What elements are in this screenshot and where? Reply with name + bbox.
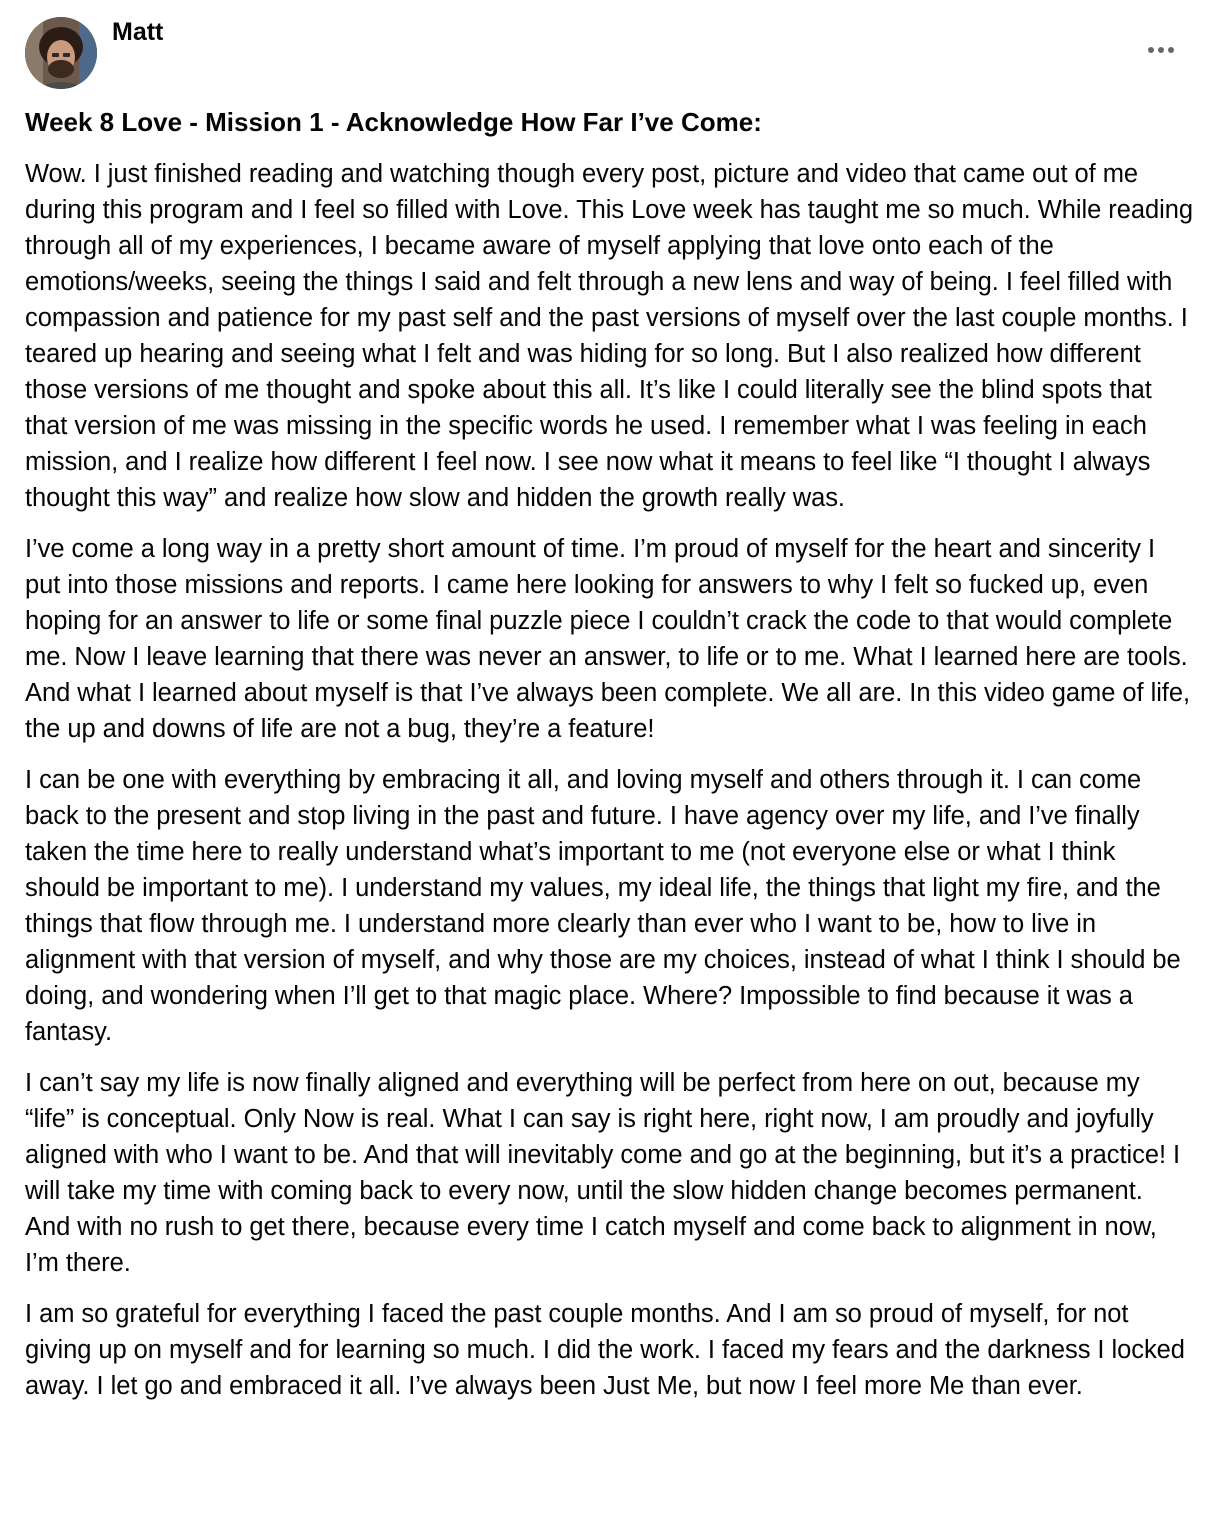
- post-paragraph: I can’t say my life is now finally aligned and everything will be perfect from here on out, because my “life” is conceptual. Only Now is real. What I can say is right here, right now, I am proudly and joyfully aligned with who I want to be. And that will inevitably come and go at the beginning, but it’s a practice! I will take my time with coming back to every now, until the slow hidden change becomes permanent. And with no rush to get there, because every time I catch myself and come back to alignment in now, I’m there.: [25, 1069, 1181, 1277]
- post-header: [25, 0, 1193, 100]
- more-options-button[interactable]: [1139, 30, 1183, 70]
- more-horizontal-icon: [1148, 47, 1154, 53]
- post-title: Week 8 Love - Mission 1 - Acknowledge How Far I’ve Come:: [25, 107, 762, 137]
- post-paragraph: I can be one with everything by embracing it all, and loving myself and others through it. I can come back to the present and stop living in the past and future. I have agency over my life, and I’ve finally taken the time here to really understand what’s important to me (not everyone else or what I think should be important to me). I understand my values, my ideal life, the things that light my fire, and the things that flow through me. I understand more clearly than ever who I want to be, how to live in alignment with that version of myself, and why those are my choices, instead of what I think I should be doing, and wondering when I’ll get to that magic place. Where? Impossible to find because it was a fantasy.: [25, 766, 1181, 1046]
- post-body: [25, 138, 1193, 1404]
- avatar-photo: [25, 17, 97, 89]
- author-name[interactable]: Matt: [112, 18, 164, 46]
- more-horizontal-icon: [1158, 47, 1164, 53]
- post-paragraph: I am so grateful for everything I faced the past couple months. And I am so proud of myself, for not giving up on myself and for learning so much. I did the work. I faced my fears and the darkness I locked away. I let go and embraced it all. I’ve always been Just Me, but now I feel more Me than ever.: [25, 1300, 1185, 1400]
- post-paragraph: I’ve come a long way in a pretty short amount of time. I’m proud of myself for the heart and sincerity I put into those missions and reports. I came here looking for answers to why I felt so fucked up, even hoping for an answer to life or some final puzzle piece I couldn’t crack the code to that would complete me. Now I leave learning that there was never an answer, to life or to me. What I learned here are tools. And what I learned about myself is that I’ve always been complete. We all are. In this video game of life, the up and downs of life are not a bug, they’re a feature!: [25, 535, 1191, 743]
- more-horizontal-icon: [1168, 47, 1174, 53]
- avatar[interactable]: [25, 17, 97, 89]
- post-paragraph: Wow. I just finished reading and watching though every post, picture and video that came out of me during this program and I feel so filled with Love. This Love week has taught me so much. While reading through all of my experiences, I became aware of myself applying that love onto each of the emotions/weeks, seeing the things I said and felt through a new lens and way of being. I feel filled with compassion and patience for my past self and the past versions of myself over the last couple months. I teared up hearing and seeing what I felt and was hiding for so long. But I also realized how different those versions of me thought and spoke about this all. It’s like I could literally see the blind spots that that version of me was missing in the specific words he used. I remember what I was feeling in each mission, and I realize how different I feel now. I see now what it means to feel like “I thought I always thought this way” and realize how slow and hidden the growth really was.: [25, 160, 1194, 512]
